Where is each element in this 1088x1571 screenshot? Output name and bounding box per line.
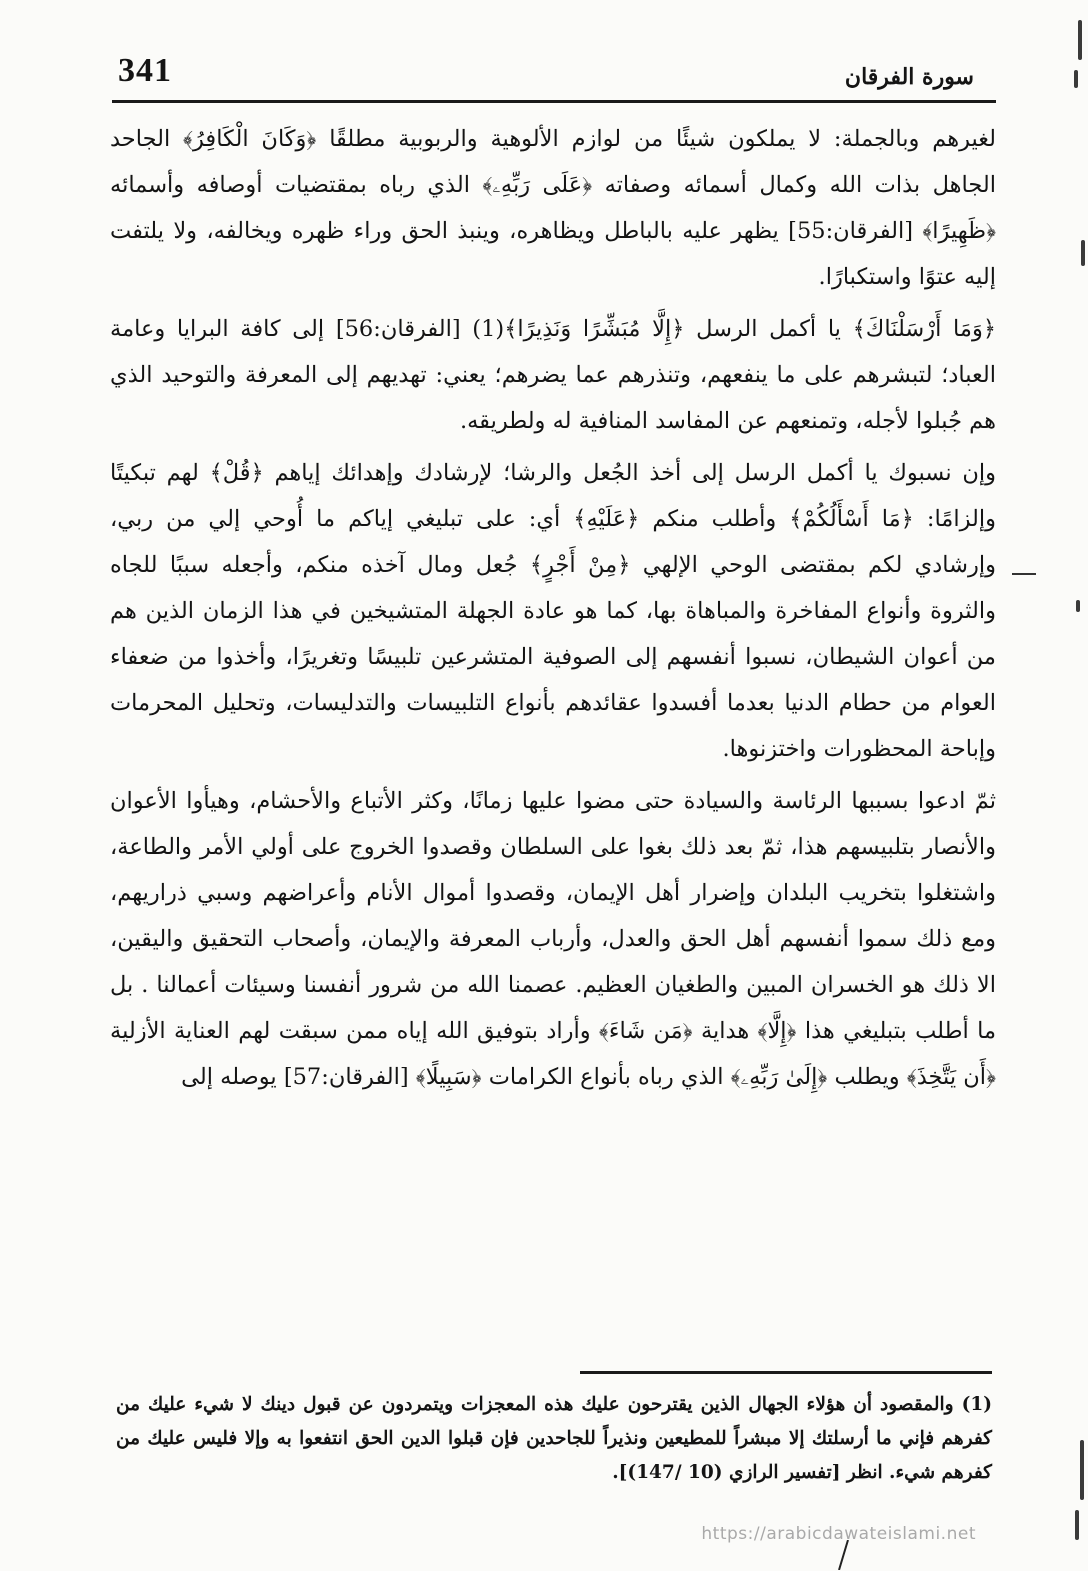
page-number: 341 [118, 52, 172, 89]
surah-title: سورة الفرقان [844, 64, 974, 90]
paragraph: ثمّ ادعوا بسببها الرئاسة والسيادة حتى مضوا عليها زمانًا، وكثر الأتباع والأحشام، وهيأوا الأعوان والأنصار بتلبيسهم هذا، ثمّ بعد ذلك بغوا على السلطان وقصدوا الخروج على أولي الأمر والطاعة، واشتغلوا بتخريب البلدان وإضرار أهل الإيمان، وقصدوا أموال الأنام وأعراضهم وسبي ذراريهم، ومع ذلك سموا أنفسهم أهل الحق والعدل، وأرباب المعرفة والإيمان، وأصحاب التحقيق واليقين، الا ذلك هو الخسران المبين والطغيان العظيم. عصمنا الله من شرور أنفسنا وسيئات أعمالنا . بل ما أطلب بتبليغي هذا ﴿إِلَّا﴾ هداية ﴿مَن شَاءَ﴾ وأراد بتوفيق الله إياه ممن سبقت لهم العناية الأزلية ﴿أَن يَتَّخِذَ﴾ ويطلب ﴿إِلَىٰ رَبِّهِۦ﴾ الذي رباه بأنواع الكرامات ﴿سَبِيلًا﴾ [الفرقان:57] يوصله إلى [110, 788, 996, 1090]
footnotes [116, 1388, 992, 1490]
paragraph: لغيرهم وبالجملة: لا يملكون شيئًا من لوازم الألوهية والربوبية مطلقًا ﴿وَكَانَ الْكَافِرُ﴾ الجاحد الجاهل بذات الله وكمال أسمائه وصفاته ﴿عَلَى رَبِّهِۦ﴾ الذي رباه بمقتضيات أوصافه وأسمائه ﴿ظَهِيرًا﴾ [الفرقان:55] يظهر عليه بالباطل ويظاهره، وينبذ الحق وراء ظهره ويخالفه، ولا يلتفت إليه عتوًا واستكبارًا. [110, 126, 996, 290]
footnote: (1) والمقصود أن هؤلاء الجهال الذين يقترحون عليك هذه المعجزات ويتمردون عن قبول دينك لا شيء عليك من كفرهم فإني ما أرسلتك إلا مبشراً للمطيعين ونذيراً للجاحدين فإن قبلوا الدين الحق انتفعوا به وإلا فليس عليك من كفرهم شيء. انظر [تفسير الرازي (10 /147)]. [116, 1394, 992, 1483]
margin-mark [1012, 573, 1036, 575]
paragraph: وإن نسبوك يا أكمل الرسل إلى أخذ الجُعل والرشا؛ لإرشادك وإهدائك إياهم ﴿قُلْ﴾ لهم تبكيتًا وإلزامًا: ﴿مَا أَسْأَلُكُمْ﴾ وأطلب منكم ﴿عَلَيْهِ﴾ أي: على تبليغي إياكم ما أُوحي إلي من ربي، وإرشادي لكم بمقتضى الوحي الإلهي ﴿مِنْ أَجْرٍ﴾ جُعل ومال آخذه منكم، وأجعله سببًا للجاه والثروة وأنواع المفاخرة والمباهاة بها، كما هو عادة الجهلة المتشيخين في هذا الزمان الذين هم من أعوان الشيطان، نسبوا أنفسهم إلى الصوفية المتشرعين تلبيسًا وتغريرًا، وأخذوا من ضعفاء العوام من حطام الدنيا بعدما أفسدوا عقائدهم بأنواع التلبيسات والتدليسات، وتحليل المحرمات وإباحة المحظورات واختزنوها. [110, 460, 996, 762]
footnote-divider [580, 1371, 992, 1374]
paragraph: ﴿وَمَا أَرْسَلْنَاكَ﴾ يا أكمل الرسل ﴿إِلَّا مُبَشِّرًا وَنَذِيرًا﴾(1) [الفرقان:56] إلى كافة البرايا وعامة العباد؛ لتبشرهم على ما ينفعهم، وتنذرهم عما يضرهم؛ يعني: تهديهم إلى المعرفة والتوحيد الذي هم جُبلوا لأجله، وتمنعهم عن المفاسد المنافية له ولطريقه. [110, 316, 997, 434]
pen-mark [836, 1540, 850, 1570]
scan-edge-noise [1062, 0, 1088, 1571]
main-text [110, 116, 996, 1100]
header-divider [112, 100, 996, 103]
watermark-url: https://arabicdawateislami.net [701, 1524, 976, 1544]
